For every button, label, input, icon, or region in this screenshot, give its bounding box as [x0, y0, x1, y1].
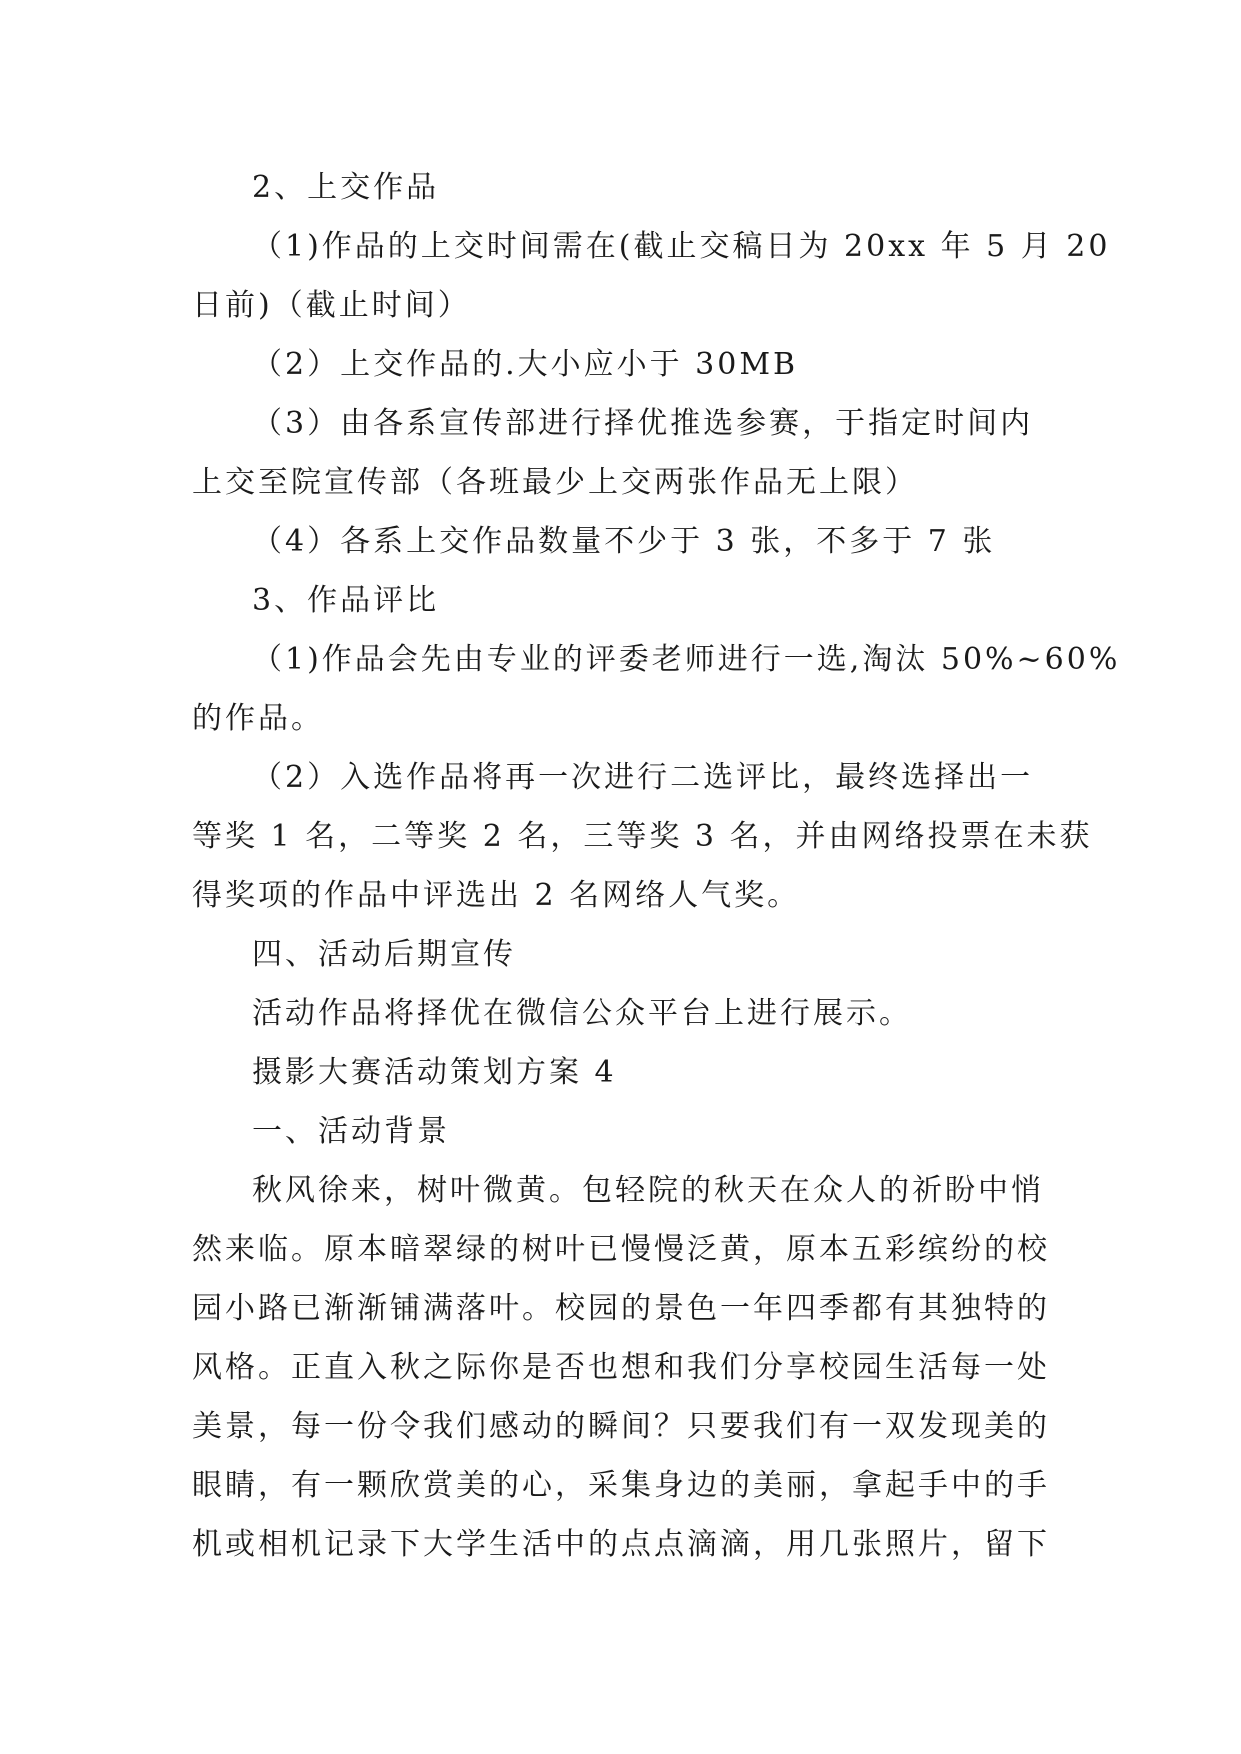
- section-heading-promotion: 四、活动后期宣传: [252, 937, 516, 972]
- paragraph-line: （2）上交作品的.大小应小于 30MB: [252, 347, 799, 382]
- paragraph-line: 等奖 1 名，二等奖 2 名，三等奖 3 名，并由网络投票在未获: [192, 819, 1093, 854]
- paragraph-line: 园小路已渐渐铺满落叶。校园的景色一年四季都有其独特的: [192, 1291, 1050, 1326]
- paragraph-line: 美景，每一份令我们感动的瞬间？只要我们有一双发现美的: [192, 1409, 1050, 1444]
- paragraph-line: （2）入选作品将再一次进行二选评比，最终选择出一: [252, 760, 1034, 795]
- paragraph-line: 秋风徐来，树叶微黄。包轻院的秋天在众人的祈盼中悄: [252, 1173, 1044, 1208]
- paragraph-line: 机或相机记录下大学生活中的点点滴滴，用几张照片，留下: [192, 1527, 1050, 1562]
- paragraph-line: 然来临。原本暗翠绿的树叶已慢慢泛黄，原本五彩缤纷的校: [192, 1232, 1050, 1267]
- paragraph-line: 风格。正直入秋之际你是否也想和我们分享校园生活每一处: [192, 1350, 1050, 1385]
- section-heading-background: 一、活动背景: [252, 1114, 450, 1149]
- document-body: [192, 158, 1121, 1574]
- section-heading-judging: 3、作品评比: [252, 583, 440, 618]
- paragraph-line: 上交至院宣传部（各班最少上交两张作品无上限）: [192, 465, 918, 500]
- paragraph-line: 活动作品将择优在微信公众平台上进行展示。: [252, 996, 912, 1031]
- section-heading-submit: 2、上交作品: [252, 170, 440, 205]
- paragraph-line: 日前)（截止时间）: [192, 288, 471, 323]
- paragraph-line: （1)作品的上交时间需在(截止交稿日为 20xx 年 5 月 20: [252, 229, 1111, 264]
- paragraph-line: （3）由各系宣传部进行择优推选参赛，于指定时间内: [252, 406, 1034, 441]
- paragraph-line: （1)作品会先由专业的评委老师进行一选,淘汰 50%~60%: [252, 642, 1121, 677]
- document-title: 摄影大赛活动策划方案 4: [252, 1055, 617, 1090]
- paragraph-line: 眼睛，有一颗欣赏美的心，采集身边的美丽，拿起手中的手: [192, 1468, 1050, 1503]
- paragraph-line: 得奖项的作品中评选出 2 名网络人气奖。: [192, 878, 801, 913]
- paragraph-line: （4）各系上交作品数量不少于 3 张，不多于 7 张: [252, 524, 996, 559]
- paragraph-line: 的作品。: [192, 701, 324, 736]
